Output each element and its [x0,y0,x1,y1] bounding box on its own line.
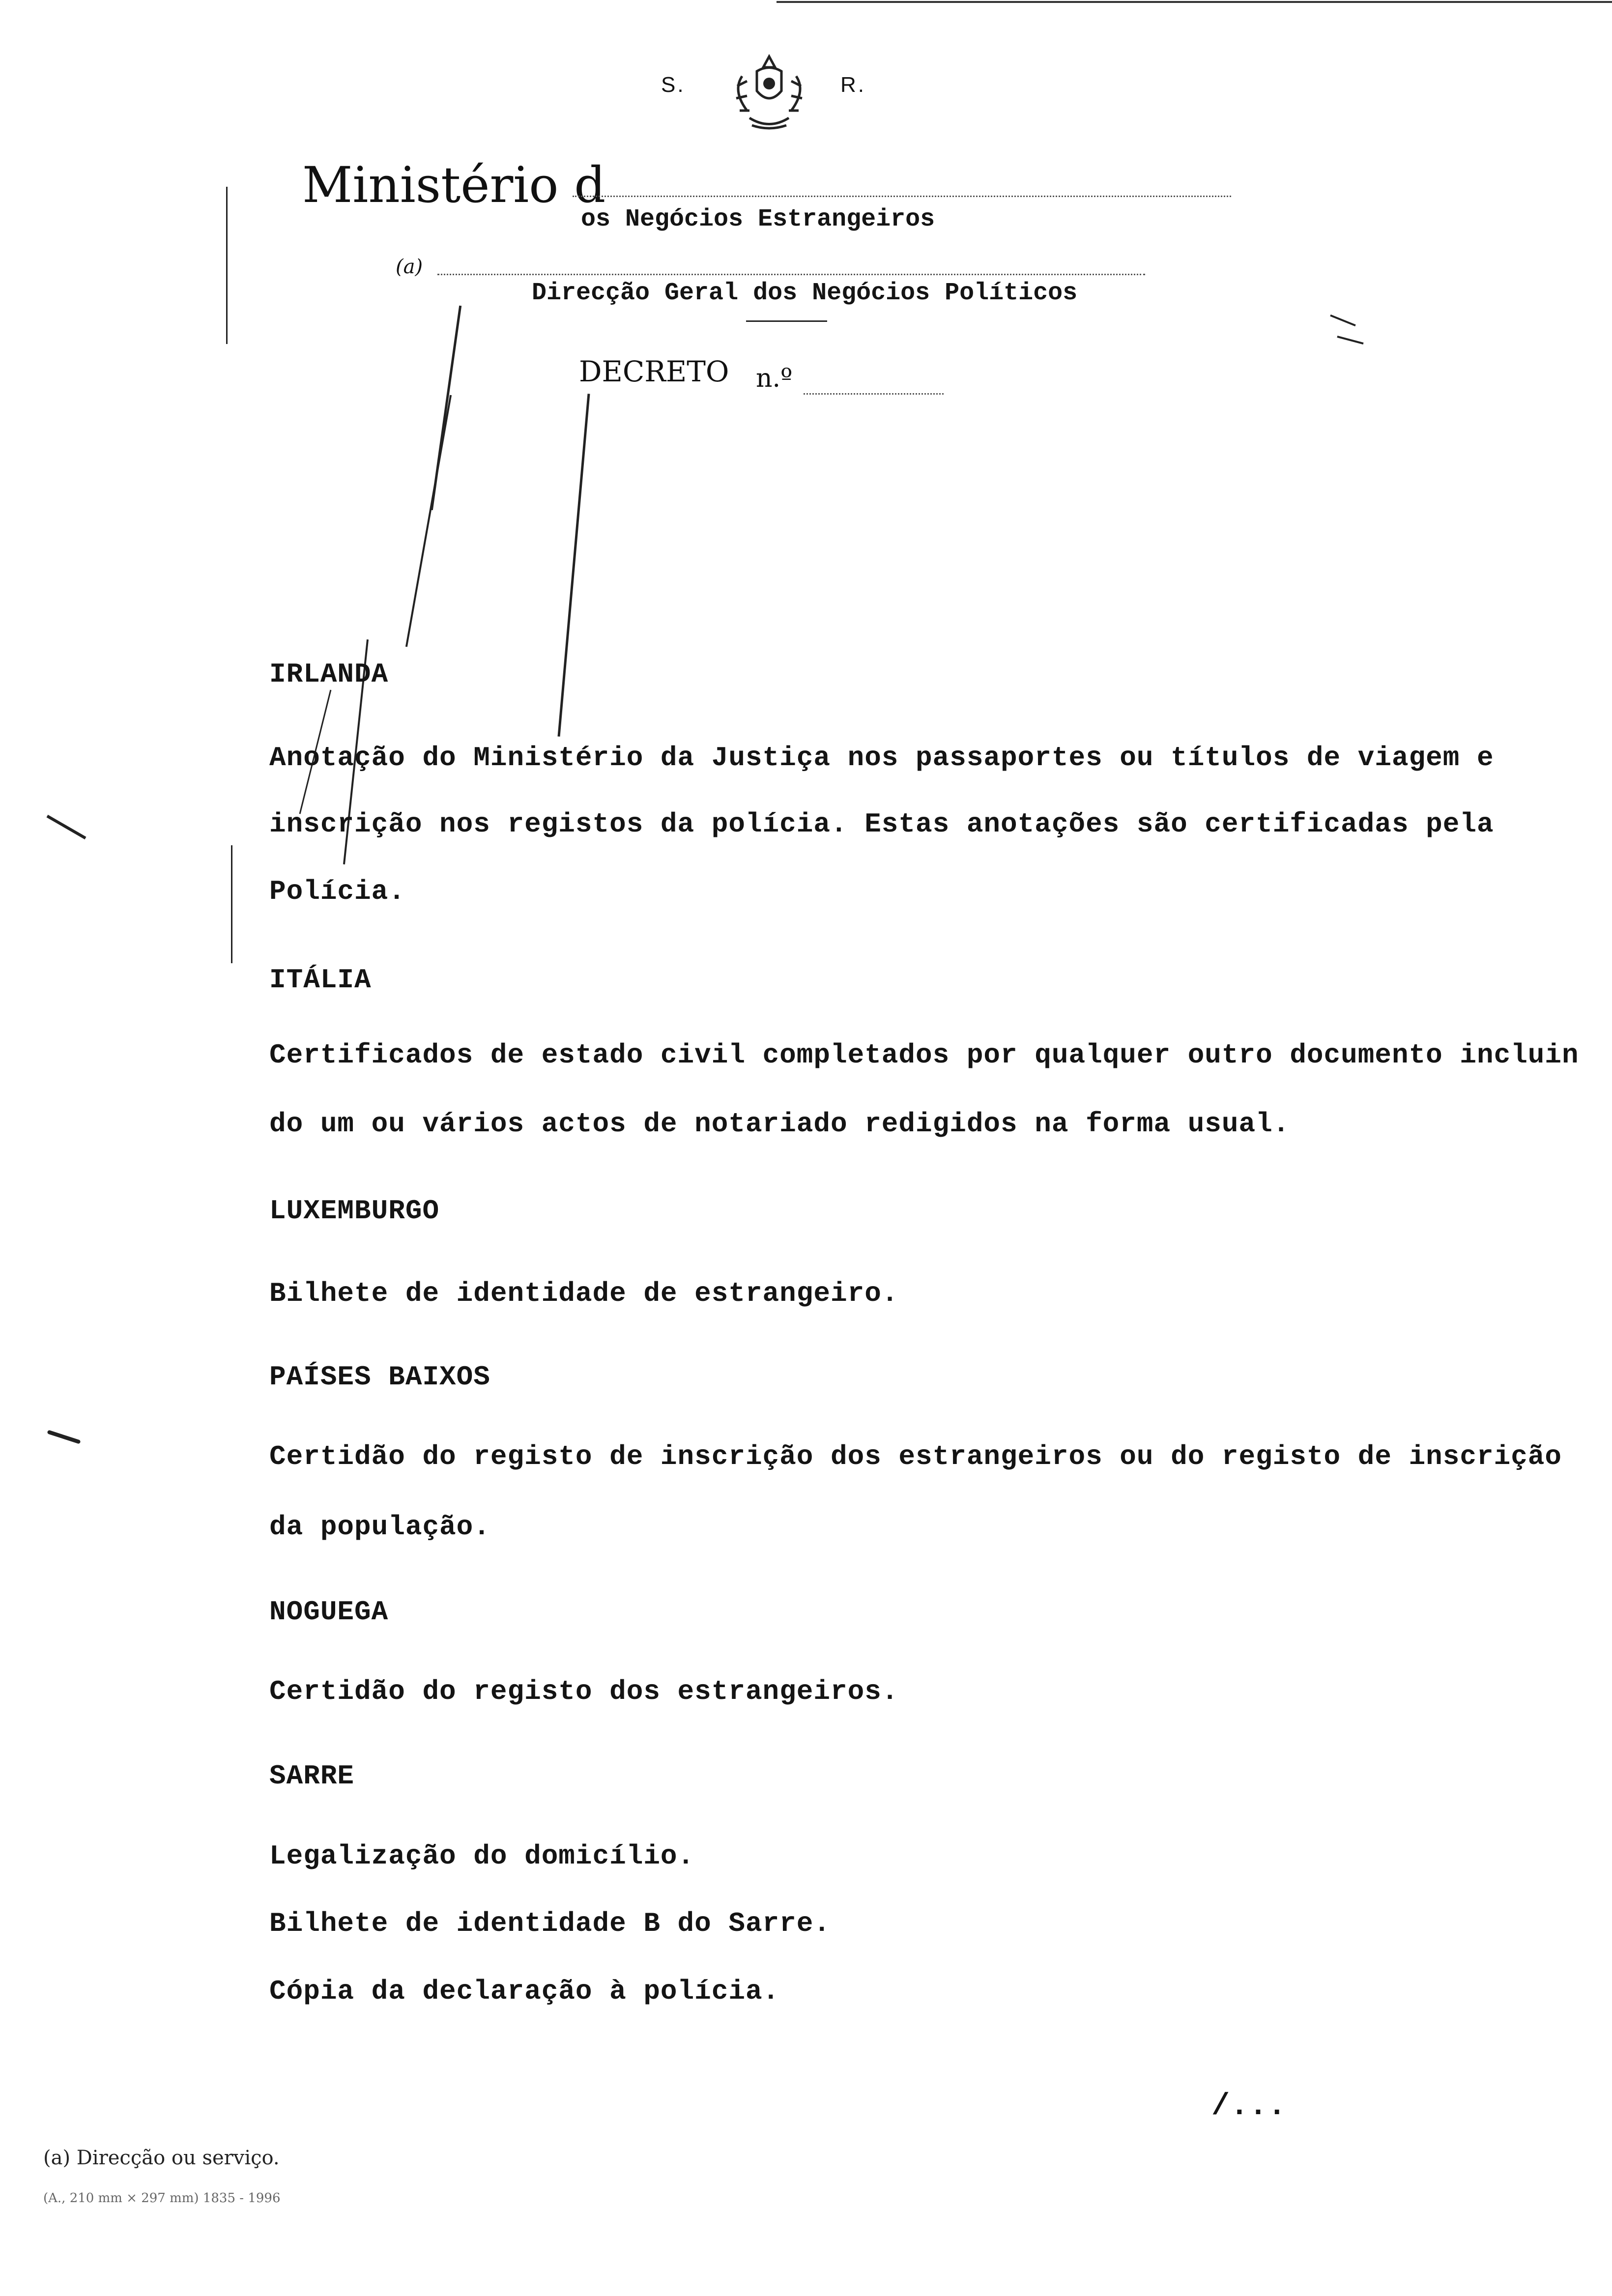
coat-of-arms-icon [722,52,816,130]
scan-edge-line [777,1,1612,3]
scan-stroke [1337,336,1363,344]
scan-stroke [226,187,228,344]
section-heading-italia: ITÁLIA [269,964,372,996]
form-code: (A., 210 mm × 297 mm) 1835 - 1996 [43,2191,281,2206]
ministry-dotted-line [573,196,1231,197]
section-line: Anotação do Ministério da Justiça nos passaportes ou títulos de viagem e [269,742,1494,774]
decree-dotted-line [804,393,944,395]
section-heading-paises-baixos: PAÍSES BAIXOS [269,1361,490,1393]
continuation-marker: /... [1211,2089,1287,2124]
section-heading-noguega: NOGUEGA [269,1596,389,1628]
footnote: (a) Direcção ou serviço. [43,2147,280,2169]
section-heading-luxemburgo: LUXEMBURGO [269,1195,440,1227]
section-line: Bilhete de identidade de estrangeiro. [269,1278,899,1309]
direction-fill: Direcção Geral dos Negócios Políticos [532,279,1078,307]
scan-stroke [1330,315,1355,326]
section-heading-irlanda: IRLANDA [269,659,389,690]
scan-stroke [558,394,590,737]
ministry-fill: os Negócios Estrangeiros [581,205,935,233]
direction-dotted-line [437,274,1145,275]
monogram-right: R. [840,73,866,97]
scan-stroke [405,395,452,647]
section-line: inscrição nos registos da polícia. Estas anotações são certificadas pela [269,808,1494,840]
section-line: do um ou vários actos de notariado redigidos na forma usual. [269,1108,1290,1140]
section-line: Legalização do domicílio. [269,1840,695,1872]
section-heading-sarre: SARRE [269,1760,355,1792]
section-line: Certificados de estado civil completados por qualquer outro documento incluin [269,1039,1579,1071]
section-line: Polícia. [269,876,405,907]
section-line: Cópia da declaração à polícia. [269,1976,780,2007]
monogram-left: S. [661,73,686,97]
scan-stroke [47,1430,81,1444]
ministry-label: Ministério d [302,156,606,214]
scan-stroke [231,845,232,963]
section-line: Certidão do registo de inscrição dos estrangeiros ou do registo de inscrição [269,1441,1562,1472]
section-line: da população. [269,1511,490,1543]
scan-stroke [47,815,86,839]
decree-label: DECRETO [579,355,729,388]
decree-number-label: n.º [756,364,793,393]
section-line: Certidão do registo dos estrangeiros. [269,1676,899,1707]
section-line: Bilhete de identidade B do Sarre. [269,1908,831,1939]
header-underline [746,320,827,322]
direction-marker: (a) [396,256,423,278]
